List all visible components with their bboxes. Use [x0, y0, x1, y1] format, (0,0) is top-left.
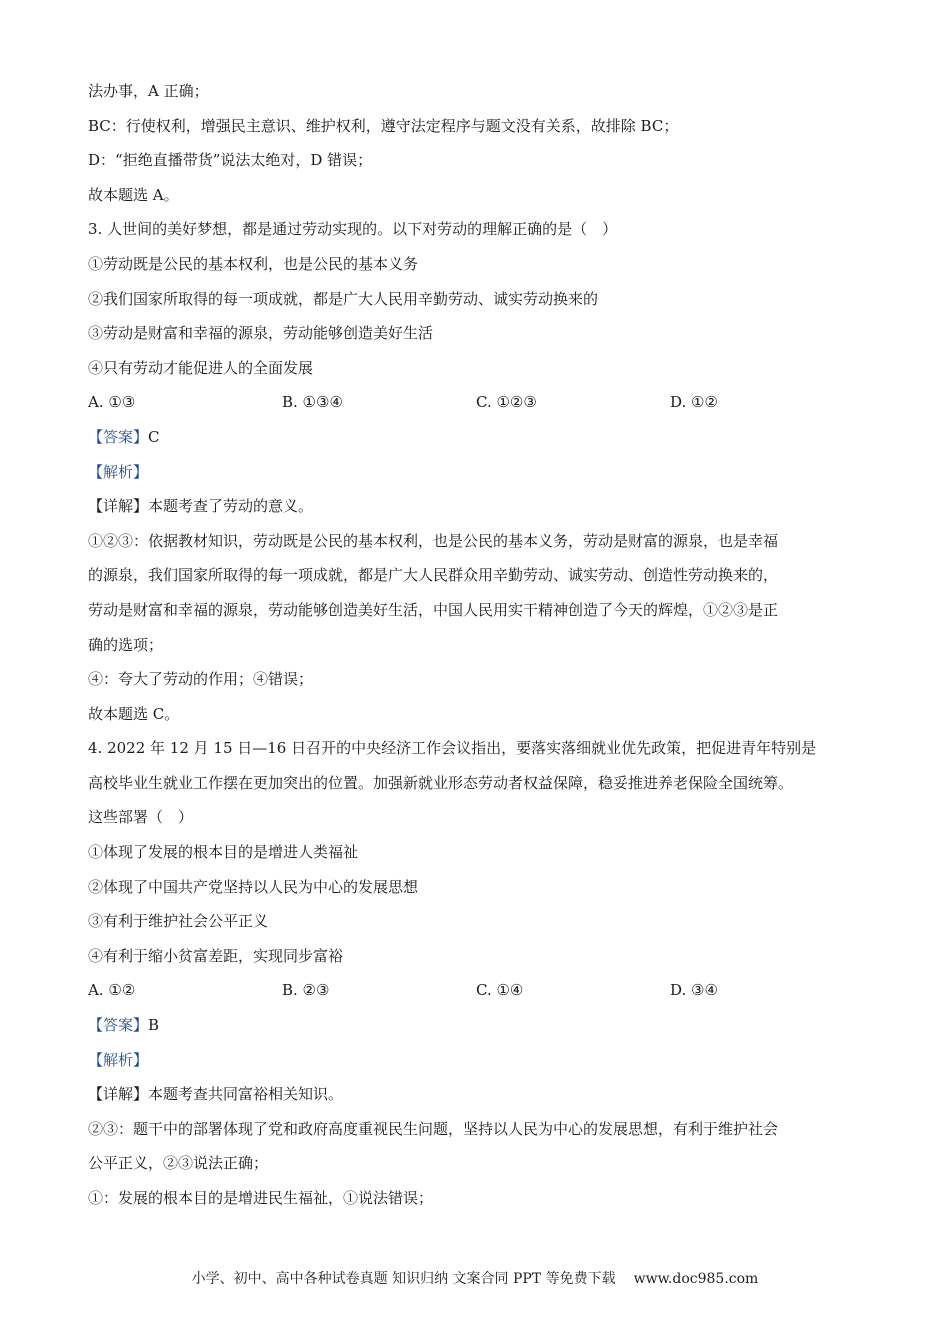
question-3-analysis: [88, 455, 868, 490]
explanation-line: 公平正义，②③说法正确；: [88, 1154, 269, 1173]
answer-tag: 【答案】: [88, 1016, 149, 1035]
explanation-line: ①②③：依据教材知识，劳动既是公民的基本权利，也是公民的基本义务，劳动是财富的源泉，也是幸福: [88, 531, 779, 550]
question-3-detail: [88, 489, 868, 524]
question-3-answer: [88, 420, 868, 455]
analysis-tag: 【解析】: [88, 1050, 149, 1069]
option-c: C. ①④: [476, 981, 524, 1000]
text-line: BC：行使权利，增强民主意识、维护权利，遵守法定程序与题文没有关系，故排除 BC；: [88, 116, 679, 135]
question-4-statement-3: ③有利于维护社会公平正义: [88, 912, 269, 931]
option-b: B. ②③: [282, 981, 330, 1000]
option-c: C. ①②③: [476, 393, 537, 412]
explanation-line: 确的选项；: [88, 635, 164, 654]
question-4-statement-1: ①体现了发展的根本目的是增进人类福祉: [88, 843, 359, 862]
explanation-line: ④：夸大了劳动的作用；④错误；: [88, 670, 314, 689]
analysis-tag: 【解析】: [88, 462, 149, 481]
footer-link[interactable]: www.doc985.com: [633, 1271, 759, 1287]
detail-tag: 【详解】: [88, 497, 149, 516]
question-3-stem: 3. 人世间的美好梦想，都是通过劳动实现的。以下对劳动的理解正确的是（ ）: [88, 220, 618, 239]
page-footer: [0, 1268, 950, 1288]
question-3-statement-3: ③劳动是财富和幸福的源泉，劳动能够创造美好生活: [88, 324, 434, 343]
text-line: 法办事，A 正确；: [88, 82, 209, 100]
question-3-statement-2: ②我们国家所取得的每一项成就，都是广大人民用辛勤劳动、诚实劳动换来的: [88, 289, 599, 308]
option-a: A. ①③: [88, 393, 136, 412]
option-d: D. ①②: [670, 393, 718, 412]
question-4-options: [88, 973, 868, 1008]
question-4-statement-2: ②体现了中国共产党坚持以人民为中心的发展思想: [88, 877, 419, 896]
question-3-options: [88, 385, 868, 420]
question-4-analysis: [88, 1043, 868, 1078]
explanation-line: 劳动是财富和幸福的源泉，劳动能够创造美好生活，中国人民用实干精神创造了今天的辉煌，①②③是正: [88, 600, 779, 619]
document-body: [88, 74, 868, 1216]
answer-tag: 【答案】: [88, 427, 149, 446]
question-4-detail: [88, 1077, 868, 1112]
explanation-line: 故本题选 C。: [88, 704, 180, 723]
question-3-statement-1: ①劳动既是公民的基本权利，也是公民的基本义务: [88, 254, 419, 273]
detail-tag: 【详解】: [88, 1085, 149, 1104]
option-b: B. ①③④: [282, 393, 343, 412]
question-4-answer: [88, 1008, 868, 1043]
answer-value: B: [148, 1016, 160, 1035]
question-3-statement-4: ④只有劳动才能促进人的全面发展: [88, 358, 314, 377]
explanation-line: ①：发展的根本目的是增进民生福祉，①说法错误；: [88, 1189, 434, 1207]
answer-value: C: [148, 427, 160, 446]
explanation-line: ②③：题干中的部署体现了党和政府高度重视民生问题，坚持以人民为中心的发展思想，有利于维护社会: [88, 1119, 779, 1138]
footer-text: 小学、初中、高中各种试卷真题 知识归纳 文案合同 PPT 等免费下载: [191, 1271, 616, 1287]
detail-text: 本题考查了劳动的意义。: [148, 497, 314, 516]
option-d: D. ③④: [670, 981, 718, 1000]
question-4-stem: 4. 2022 年 12 月 15 日—16 日召开的中央经济工作会议指出，要落实落细就业优先政策，把促进青年特别是: [88, 739, 817, 758]
option-a: A. ①②: [88, 981, 136, 1000]
question-4-stem: 高校毕业生就业工作摆在更加突出的位置。加强新就业形态劳动者权益保障，稳妥推进养老保险全国统筹。: [88, 773, 794, 792]
question-4-stem: 这些部署（ ）: [88, 808, 194, 827]
explanation-line: 的源泉，我们国家所取得的每一项成就，都是广大人民群众用辛勤劳动、诚实劳动、创造性劳动换来的，: [88, 566, 779, 585]
detail-text: 本题考查共同富裕相关知识。: [148, 1085, 344, 1104]
text-line: 故本题选 A。: [88, 185, 179, 204]
text-line: D：“拒绝直播带货”说法太绝对，D 错误；: [88, 151, 373, 170]
question-4-statement-4: ④有利于缩小贫富差距，实现同步富裕: [88, 946, 344, 965]
